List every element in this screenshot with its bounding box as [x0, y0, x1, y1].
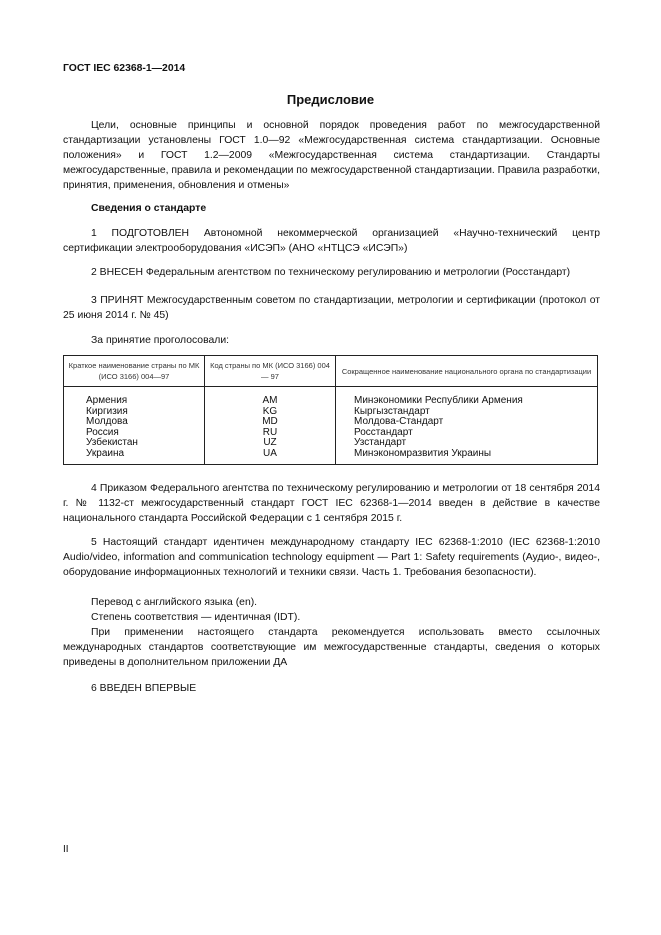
page-number: II	[63, 844, 69, 855]
table-cell: UA	[263, 447, 277, 459]
item-5: 5 Настоящий стандарт идентичен международному стандарту IEC 62368-1:2010 (IEC 62368-1:2010 Audio/video, information and communication technology equipment — Part 1: Safety requirements (Аудио-, видео-, оборудование информационных технологий и техники связи. Часть 1. Требования безопасности).	[63, 537, 600, 578]
table-cell: Узбекистан	[86, 437, 138, 448]
countries-table	[63, 355, 598, 465]
table-cell: KG	[262, 405, 278, 417]
document-header: ГОСТ IEC 62368-1—2014	[63, 63, 186, 74]
reference-note: При применении настоящего стандарта рекомендуется использовать вместо ссылочных международных стандартов соответствующие им межгосударственные стандарты, сведения о которых приведены в дополнительном приложении ДА	[63, 627, 600, 668]
table-cell: MD	[262, 416, 278, 427]
table-cell: Минэкономразвития Украины	[354, 447, 492, 459]
table-header: Сокращенное наименование национального органа по стандартизации	[336, 356, 598, 387]
table-cell: Россия	[86, 426, 119, 438]
table-cell: Молдова	[86, 416, 128, 427]
table-cell: Украина	[86, 447, 125, 459]
table-cell: AM	[262, 395, 278, 406]
item-6: 6 ВВЕДЕН ВПЕРВЫЕ	[91, 683, 197, 694]
table-header: Код страны по МК (ИСО 3166) 004— 97	[205, 356, 336, 387]
item-1: 1 ПОДГОТОВЛЕН Автономной некоммерческой организацией «Научно-технический центр сертификации электрооборудования «ИСЭП» (АНО «НТЦСЭ «ИСЭП»)	[63, 228, 600, 254]
page-title: Предисловие	[286, 92, 375, 107]
translation-note: Перевод с английского языка (en).	[91, 597, 258, 608]
table-header: Краткое наименование страны по МК (ИСО 3166) 004—97	[64, 356, 205, 387]
section-heading: Сведения о стандарте	[91, 203, 207, 214]
table-cell: Молдова-Стандарт	[354, 416, 444, 427]
table-cell: UZ	[263, 437, 277, 448]
table-cell: RU	[262, 426, 278, 438]
table-cell: Армения	[86, 395, 128, 406]
table-cell: Кыргызстандарт	[354, 405, 430, 417]
item-2: 2 ВНЕСЕН Федеральным агентством по техническому регулированию и метрологии (Росстандарт)	[91, 267, 571, 278]
table-cell: Узстандарт	[354, 437, 407, 448]
intro-paragraph: Цели, основные принципы и основной порядок проведения работ по межгосударственной стандартизации установлены ГОСТ 1.0—92 «Межгосударственная система стандартизации. Основные положения» и ГОСТ 1.2—2009 «Межгосударственная система стандартизации. Стандарты межгосударственные, правила и рекомендации по межгосударственной стандартизации. Правила разработки, принятия, применения, обновления и отмены»	[63, 120, 600, 191]
table-cell: Минэкономики Республики Армения	[354, 395, 523, 406]
voted-label: За принятие проголосовали:	[91, 335, 230, 346]
table-cell: Киргизия	[86, 405, 128, 417]
conformity-note: Степень соответствия — идентичная (IDT).	[91, 612, 301, 623]
item-4: 4 Приказом Федерального агентства по техническому регулированию и метрологии от 18 сентября 2014 г. № 1132-ст межгосударственный стандарт ГОСТ IEC 62368-1—2014 введен в действие в качестве национального стандарта Российской Федерации с 1 сентября 2015 г.	[63, 483, 600, 524]
item-3: 3 ПРИНЯТ Межгосударственным советом по стандартизации, метрологии и сертификации (протокол от 25 июня 2014 г. № 45)	[63, 295, 600, 321]
table-cell: Росстандарт	[354, 426, 413, 438]
